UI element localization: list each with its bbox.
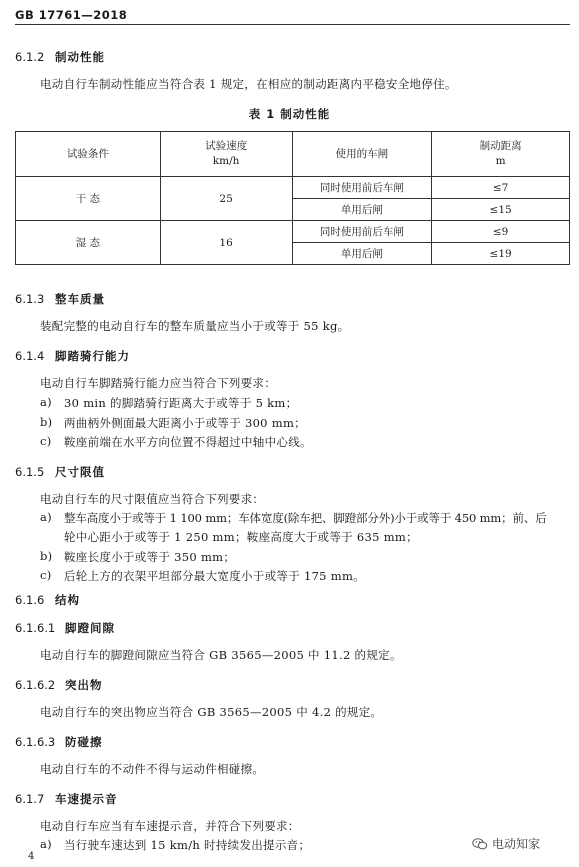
list-text: 当行驶车速达到 15 km/h 时持续发出提示音； xyxy=(64,838,311,852)
section-6-1-3-heading xyxy=(15,291,105,307)
list-marker: a) xyxy=(40,510,52,524)
header-brake: 使用的车闸 xyxy=(292,132,432,177)
section-title: 制动性能 xyxy=(55,50,105,64)
section-number: 6.1.5 xyxy=(15,465,45,479)
section-number: 6.1.7 xyxy=(15,792,45,806)
speed-cell: 16 xyxy=(160,221,292,265)
section-6-1-6-1-body: 电动自行车的脚蹬间隙应当符合 GB 3565—2005 中 11.2 的规定。 xyxy=(40,648,402,662)
list-marker: a) xyxy=(40,395,52,409)
section-6-1-7-intro: 电动自行车应当有车速提示音，并符合下列要求： xyxy=(40,819,300,833)
header-rule xyxy=(15,24,570,25)
section-6-1-2-heading xyxy=(15,49,105,65)
section-number: 6.1.3 xyxy=(15,292,45,306)
list-text: 后轮上方的衣架平坦部分最大宽度小于或等于 175 mm。 xyxy=(64,569,365,583)
section-6-1-4-heading xyxy=(15,348,130,364)
section-title: 脚蹬间隙 xyxy=(65,621,115,635)
distance-cell: ≤7 xyxy=(432,177,570,199)
header-speed-unit: km/h xyxy=(212,155,240,167)
condition-cell: 湿 态 xyxy=(16,221,161,265)
section-title: 脚踏骑行能力 xyxy=(55,349,130,363)
page-number: 4 xyxy=(28,851,35,862)
brake-cell: 同时使用前后车闸 xyxy=(292,177,432,199)
distance-cell: ≤9 xyxy=(432,221,570,243)
section-number: 6.1.6.2 xyxy=(15,678,56,692)
list-marker: b) xyxy=(40,415,53,429)
section-number: 6.1.2 xyxy=(15,50,45,64)
list-text: 鞍座前端在水平方向位置不得超过中轴中心线。 xyxy=(64,435,312,449)
section-number: 6.1.6.1 xyxy=(15,621,56,635)
table-header-row xyxy=(16,132,570,177)
section-6-1-2-body: 电动自行车制动性能应当符合表 1 规定，在相应的制动距离内平稳安全地停住。 xyxy=(40,77,457,91)
section-title: 尺寸限值 xyxy=(55,465,105,479)
section-title: 车速提示音 xyxy=(55,792,118,806)
section-title: 整车质量 xyxy=(55,292,105,306)
brake-cell: 单用后闸 xyxy=(292,243,432,265)
header-distance-unit: m xyxy=(495,155,506,167)
table-caption: 表 1 制动性能 xyxy=(248,107,331,121)
table-row xyxy=(16,221,570,243)
table-row xyxy=(16,177,570,199)
header-speed xyxy=(160,132,292,177)
list-text: 整车高度小于或等于 1 100 mm；车体宽度(除车把、脚蹬部分外)小于或等于 450 mm；前、后 xyxy=(64,511,547,525)
header-distance-label: 制动距离 xyxy=(479,140,522,152)
section-6-1-6-heading xyxy=(15,592,80,608)
section-6-1-5-heading xyxy=(15,464,105,480)
list-text: 鞍座长度小于或等于 350 mm； xyxy=(64,550,236,564)
section-title: 结构 xyxy=(55,593,80,607)
header-speed-label: 试验速度 xyxy=(205,140,248,152)
section-number: 6.1.6 xyxy=(15,593,45,607)
section-6-1-4-intro: 电动自行车脚踏骑行能力应当符合下列要求： xyxy=(40,376,276,390)
section-6-1-3-body: 装配完整的电动自行车的整车质量应当小于或等于 55 kg。 xyxy=(40,319,350,333)
section-6-1-6-1-heading xyxy=(15,620,115,636)
braking-performance-table xyxy=(15,131,570,265)
list-item-continuation: 轮中心距小于或等于 1 250 mm；鞍座高度大于或等于 635 mm； xyxy=(64,530,418,544)
speed-cell: 25 xyxy=(160,177,292,221)
section-number: 6.1.4 xyxy=(15,349,45,363)
list-marker: c) xyxy=(40,434,52,448)
watermark xyxy=(472,835,540,852)
section-6-1-7-heading xyxy=(15,791,118,807)
watermark-text: 电动知家 xyxy=(492,837,541,851)
list-marker: b) xyxy=(40,549,53,563)
section-6-1-5-intro: 电动自行车的尺寸限值应当符合下列要求： xyxy=(40,492,265,506)
list-text: 30 min 的脚踏骑行距离大于或等于 5 km； xyxy=(64,396,298,410)
section-6-1-6-2-body: 电动自行车的突出物应当符合 GB 3565—2005 中 4.2 的规定。 xyxy=(40,705,383,719)
section-title: 突出物 xyxy=(65,678,103,692)
condition-cell: 干 态 xyxy=(16,177,161,221)
distance-cell: ≤19 xyxy=(432,243,570,265)
brake-cell: 同时使用前后车闸 xyxy=(292,221,432,243)
wechat-icon xyxy=(472,838,488,850)
brake-cell: 单用后闸 xyxy=(292,199,432,221)
section-title: 防碰擦 xyxy=(65,735,103,749)
section-6-1-6-2-heading xyxy=(15,677,103,693)
section-number: 6.1.6.3 xyxy=(15,735,56,749)
section-6-1-6-3-heading xyxy=(15,734,103,750)
header-distance xyxy=(432,132,570,177)
standard-number: GB 17761—2018 xyxy=(15,8,128,22)
list-marker: c) xyxy=(40,568,52,582)
list-text: 两曲柄外侧面最大距离小于或等于 300 mm； xyxy=(64,416,306,430)
list-marker: a) xyxy=(40,837,52,851)
distance-cell: ≤15 xyxy=(432,199,570,221)
header-condition: 试验条件 xyxy=(16,132,161,177)
section-6-1-6-3-body: 电动自行车的不动件不得与运动件相碰擦。 xyxy=(40,762,265,776)
